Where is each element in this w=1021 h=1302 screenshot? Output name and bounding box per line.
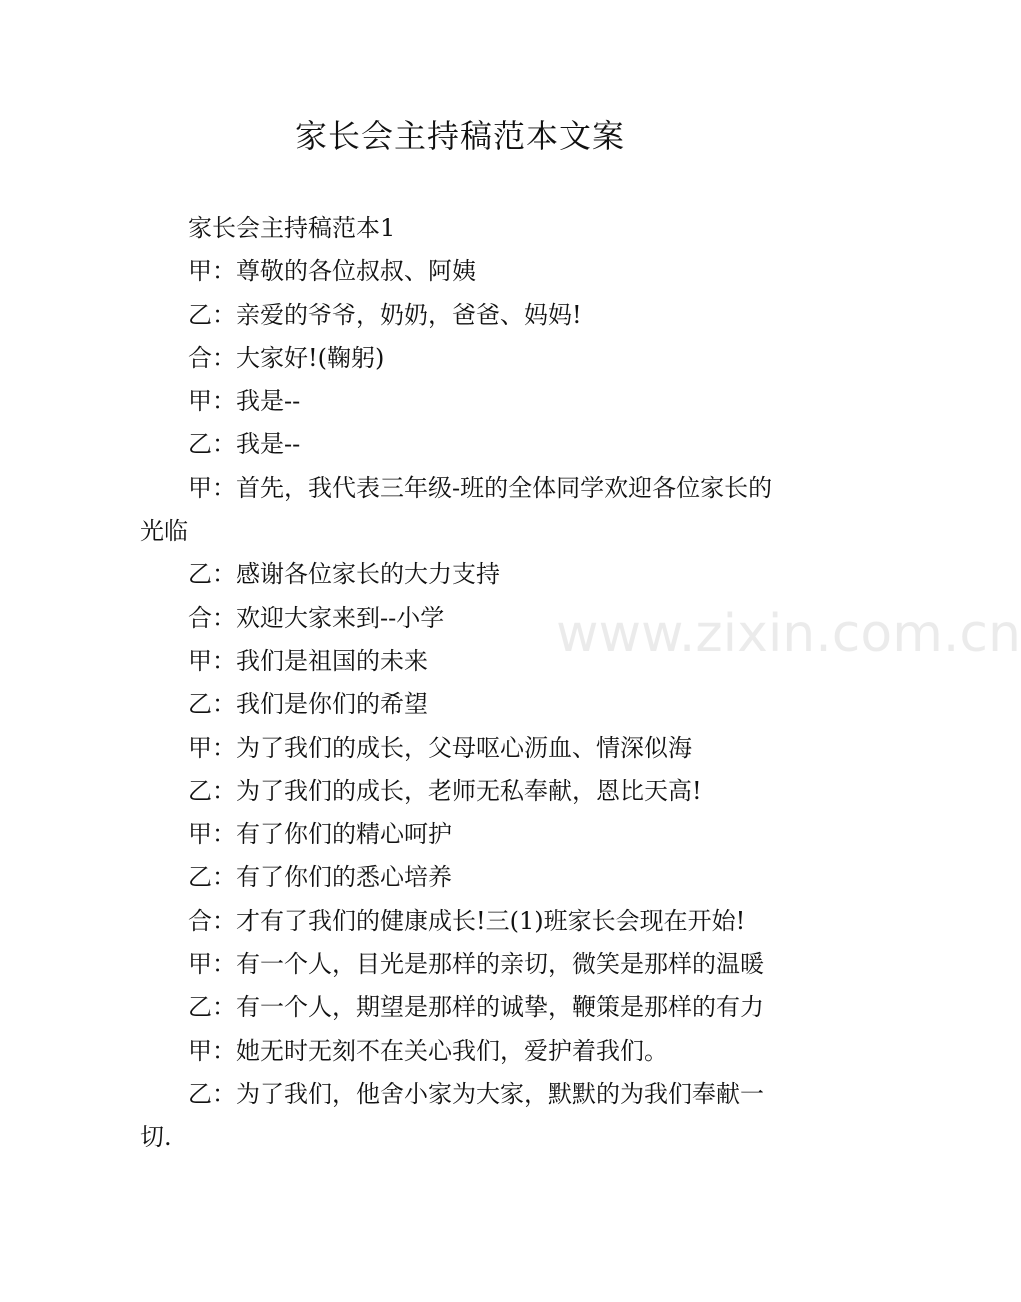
paragraph: 乙：有了你们的悉心培养 — [188, 863, 452, 892]
paragraph: 合：大家好!(鞠躬) — [188, 343, 385, 372]
paragraph: 甲：她无时无刻不在关心我们，爱护着我们。 — [188, 1036, 668, 1065]
paragraph: 乙：感谢各位家长的大力支持 — [188, 560, 500, 589]
paragraph: 乙：为了我们的成长，老师无私奉献，恩比天高! — [188, 776, 702, 805]
paragraph: 合：欢迎大家来到--小学 — [188, 603, 445, 632]
document-title: 家长会主持稿范本文案 — [294, 117, 625, 155]
paragraph: 乙：有一个人，期望是那样的诚挚，鞭策是那样的有力 — [188, 993, 764, 1022]
paragraph: 乙：我们是你们的希望 — [188, 690, 428, 719]
paragraph: 甲：尊敬的各位叔叔、阿姨 — [188, 257, 476, 286]
paragraph: 家长会主持稿范本1 — [188, 214, 396, 242]
paragraph: 甲：为了我们的成长，父母呕心沥血、情深似海 — [188, 733, 692, 762]
paragraph: 乙：我是-- — [188, 430, 301, 459]
paragraph: 乙：为了我们，他舍小家为大家，默默的为我们奉献一切. — [140, 1079, 764, 1152]
paragraph: 合：才有了我们的健康成长!三(1)班家长会现在开始! — [188, 906, 746, 935]
paragraph: 甲：首先，我代表三年级-班的全体同学欢迎各位家长的光临 — [140, 473, 773, 546]
paragraph: 甲：有一个人，目光是那样的亲切，微笑是那样的温暖 — [188, 950, 764, 979]
paragraph: 甲：有了你们的精心呵护 — [188, 820, 452, 849]
document-body — [140, 207, 785, 1160]
paragraph: 乙：亲爱的爷爷，奶奶，爸爸、妈妈! — [188, 300, 582, 329]
watermark: www.zixin.com.cn — [556, 604, 1021, 664]
paragraph: 甲：我是-- — [188, 387, 301, 416]
paragraph: 甲：我们是祖国的未来 — [188, 646, 428, 675]
